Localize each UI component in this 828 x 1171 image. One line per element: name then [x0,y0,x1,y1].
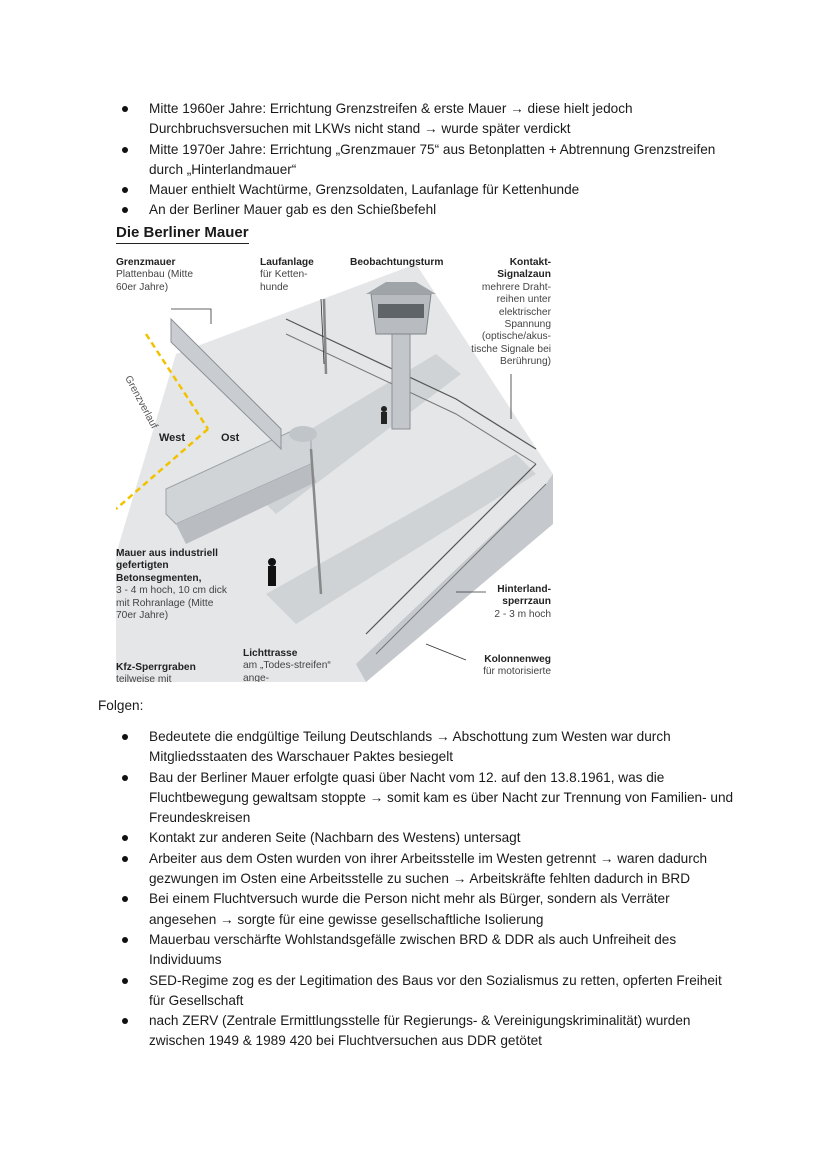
figure-title: Die Berliner Mauer [116,224,249,244]
label-lichttrasse: Lichttrasse am „Todes-streifen“ ange- [243,648,331,682]
list-item: Mauerbau verschärfte Wohlstandsgefälle zwischen BRD & DDR als auch Unfreiheit des Individuums [116,930,736,971]
folgen-heading: Folgen: [98,698,144,713]
label-kfz-sperrgraben: Kfz-Sperrgraben teilweise mit [116,662,196,682]
top-bullet-list [116,99,736,221]
list-item: Bedeutete die endgültige Teilung Deutschlands → Abschottung zum Westen war durch Mitgliedsstaaten des Warschauer Paktes besiegelt [116,727,736,768]
label-laufanlage: Laufanlage für Ketten-hunde [260,257,314,293]
label-grenzverlauf: Grenzverlauf [122,374,160,431]
list-item: An der Berliner Mauer gab es den Schießbefehl [116,200,736,220]
list-item: nach ZERV (Zentrale Ermittlungsstelle für Regierungs- & Vereinigungskriminalität) wurden zwischen 1949 & 1989 420 bei Fluchtversuchen aus DDR getötet [116,1011,736,1052]
soldier-body-front [268,566,276,586]
label-beobachtungsturm: Beobachtungsturm [350,257,444,268]
soldier-figure-front [268,558,276,566]
list-item: Mitte 1960er Jahre: Errichtung Grenzstreifen & erste Mauer → diese hielt jedoch Durchbruchsversuchen mit LKWs nicht stand → wurde später verdickt [116,99,736,140]
tower-windows [378,304,424,318]
list-item: Bei einem Fluchtversuch wurde die Person nicht mehr als Bürger, sondern als Verräter angesehen → sorgte für eine gewisse gesellschaftliche Isolierung [116,889,736,930]
tower-shaft [392,334,410,429]
list-item: Kontakt zur anderen Seite (Nachbarn des Westens) untersagt [116,828,736,848]
list-item: Bau der Berliner Mauer erfolgte quasi über Nacht vom 12. auf den 13.8.1961, was die Fluchtbewegung gewaltsam stoppte → somit kam es über Nacht zur Trennung von Familien- und Freundeskreisen [116,768,736,829]
list-item: Arbeiter aus dem Osten wurden von ihrer Arbeitsstelle im Westen getrennt → waren dadurch gezwungen im Osten eine Arbeitsstelle zu suchen → Arbeitskräfte fehlten dadurch in BRD [116,849,736,890]
label-ost: Ost [221,432,240,444]
bottom-bullet-list [116,727,736,1052]
soldier-figure [381,406,387,412]
list-item: SED-Regime zog es der Legitimation des Baus vor den Sozialismus zu retten, opferten Freiheit für Gesellschaft [116,971,736,1012]
list-item: Mitte 1970er Jahre: Errichtung „Grenzmauer 75“ aus Betonplatten + Abtrennung Grenzstreifen durch „Hinterlandmauer“ [116,140,736,181]
label-hinterlandsperrzaun: Hinterland-sperrzaun 2 - 3 m hoch [494,584,551,620]
soldier-body [381,412,387,424]
wall-pipe [289,426,317,442]
label-kolonnenweg: Kolonnenweg für motorisierte [483,654,551,678]
leader-line [171,309,211,324]
label-west: West [159,432,186,444]
label-mauer: Mauer aus industriell gefertigten Betonsegmenten, 3 - 4 m hoch, 10 cm dick mit Rohranlage (Mitte 70er Jahre) [116,548,227,622]
label-kontakt-signalzaun: Kontakt-Signalzaun mehrere Draht-reihen unter elektrischer Spannung (optische/akus-tische Signale bei Berührung) [471,257,551,368]
label-grenzmauer: Grenzmauer Plattenbau (Mitte 60er Jahre) [116,257,194,293]
berlin-wall-figure [116,224,553,682]
list-item: Mauer enthielt Wachtürme, Grenzsoldaten, Laufanlage für Kettenhunde [116,180,736,200]
